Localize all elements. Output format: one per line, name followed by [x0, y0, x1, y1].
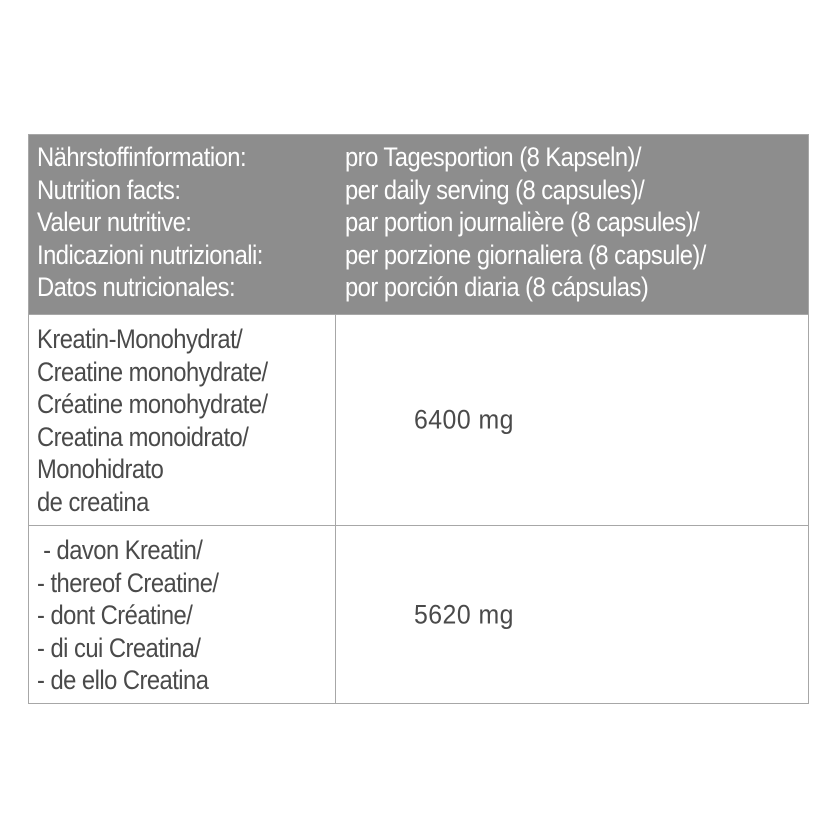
nutrient-label-line: - davon Kreatin/ — [37, 535, 203, 565]
header-label-line: Nutrition facts: — [37, 174, 181, 205]
table-row — [29, 314, 808, 525]
nutrient-value-cell — [335, 526, 808, 703]
nutrient-label-line: Kreatin-Monohydrat/ — [37, 324, 243, 354]
header-label-line: Indicazioni nutrizionali: — [37, 239, 263, 270]
nutrient-label-line: Monohidrato — [37, 454, 164, 484]
header-serving-line: par portion journalière (8 capsules)/ — [345, 207, 700, 237]
header-serving-line: pro Tagesportion (8 Kapseln)/ — [345, 142, 641, 172]
header-serving-line: per daily serving (8 capsules)/ — [345, 174, 645, 205]
nutrient-value: 5620 mg — [414, 599, 514, 629]
nutrient-label-line: - thereof Creatine/ — [37, 567, 219, 598]
header-serving-line: per porzione giornaliera (8 capsule)/ — [345, 239, 706, 270]
header-serving-line: por porción diaria (8 cápsulas) — [345, 272, 649, 302]
header-label-line: Nährstoffinformation: — [37, 142, 247, 172]
nutrient-label-line: Creatine monohydrate/ — [37, 356, 268, 387]
nutrient-label-line: - dont Créatine/ — [37, 600, 193, 630]
nutrient-label-line: Créatine monohydrate/ — [37, 389, 268, 419]
nutrition-table-header — [29, 135, 808, 314]
nutrient-label-line: - de ello Creatina — [37, 665, 209, 695]
nutrient-label-line: - di cui Creatina/ — [37, 632, 201, 663]
table-row — [29, 525, 808, 703]
nutrient-label-cell — [29, 315, 335, 525]
header-label-line: Valeur nutritive: — [37, 207, 192, 237]
nutrient-label-line: Creatina monoidrato/ — [37, 421, 249, 452]
header-serving-cell — [335, 135, 808, 314]
nutrient-label-cell — [29, 526, 335, 703]
nutrition-table — [28, 134, 809, 704]
nutrient-label-line: de creatina — [37, 486, 149, 517]
header-label-line: Datos nutricionales: — [37, 272, 236, 302]
nutrient-value-cell — [335, 315, 808, 525]
nutrient-value: 6400 mg — [414, 404, 514, 435]
header-label-cell — [29, 135, 335, 314]
